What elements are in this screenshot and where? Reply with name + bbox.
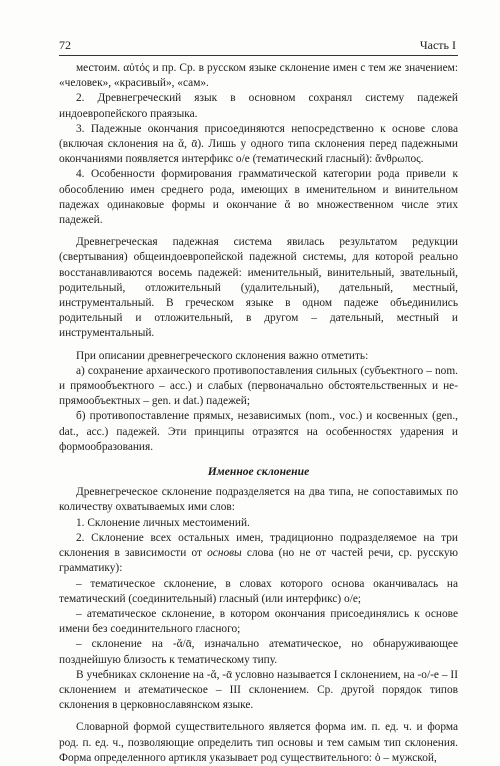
paragraph: местоим. αὐτός и пр. Ср. в русском языке склонение имен с тем же значением: «человек», «красивый», «сам».	[59, 62, 458, 90]
list-item-text: слова (но не от частей речи, ср. русскую грамматику):	[59, 547, 458, 575]
running-header	[59, 38, 458, 56]
emphasis-word: основы	[207, 547, 242, 560]
list-item: 1. Склонение личных местоимений.	[76, 516, 250, 529]
list-item: – склонение на -ᾰ/ᾱ, изначально атематическое, но обнаруживающее позднейшую близость к тематическому типу.	[59, 638, 458, 666]
list-item: – атематическое склонение, в котором окончания присоединялись к основе имени без соединительного гласного;	[59, 607, 458, 636]
running-title: Часть I	[419, 38, 456, 52]
list-item-text: 2. Склонение всех остальных имен, традиционно подразделяемое на три склонения в зависимости от	[59, 531, 458, 560]
body-text	[59, 61, 458, 766]
paragraph: В учебниках склонение на -ᾰ, -ᾱ условно называется I склонением, на -о/-е – II склонением и атематическое – III склонением. Ср. другой порядок типов склонения в церковнославянском языке.	[59, 668, 458, 712]
paragraph: Словарной формой существительного является форма им. п. ед. ч. и форма род. п. ед. ч., позволяющие определить тип основы и тем самым тип склонения. Форма определенного артикля указывает род существительного: ὁ – мужской,	[59, 721, 458, 764]
paragraph: 3. Падежные окончания присоединяются непосредственно к основе слова (включая склонения на ᾰ, ᾱ). Лишь у одного типа склонения перед падежными окончаниями появляется интерфикс о/е (тематический гласный): ἄνθρωπος.	[59, 122, 458, 166]
list-item: а) сохранение архаического противопоставления сильных (субъектного – nom. и прямообъектного – acc.) и слабых (первоначально обстоятельственных и не-прямообъектных – gen. и dat.) падежей;	[59, 364, 458, 408]
list-item: – тематическое склонение, в словах которого основа оканчивалась на тематический (соединительный) гласный (или интерфикс) о/е;	[59, 577, 458, 605]
list-item	[59, 531, 458, 577]
paragraph: Древнегреческое склонение подразделяется на два типа, не сопоставимых по количеству охватываемых ими слов:	[59, 486, 458, 514]
paragraph: Древнегреческая падежная система явилась результатом редукции (свертывания) общеиндоевропейской падежной системы, для которой реально восстанавливаются восемь падежей: именительный, винительный, звательный, родительный, отложительный (удалительный), дательный, местный, инструментальный. В греческом языке в одном падеже объединились родительный и отложительный, в другом – дательный, местный и инструментальный.	[59, 236, 458, 340]
paragraph: При описании древнегреческого склонения важно отметить:	[76, 349, 369, 362]
paragraph: 4. Особенности формирования грамматической категории рода привели к обособлению имен среднего рода, имеющих в именительном и винительном падежах одинаковые формы и окончание ᾰ во множественном числе этих падежей.	[59, 168, 458, 227]
page-number: 72	[59, 38, 71, 52]
paragraph: 2. Древнегреческий язык в основном сохранял систему падежей индоевропейского праязыка.	[59, 92, 458, 120]
section-title: Именное склонение	[207, 465, 310, 479]
list-item: б) противопоставление прямых, независимых (nom., voc.) и косвенных (gen., dat., acc.) падежей. Эти принципы отразятся на особенностях ударения и формообразования.	[59, 410, 458, 453]
